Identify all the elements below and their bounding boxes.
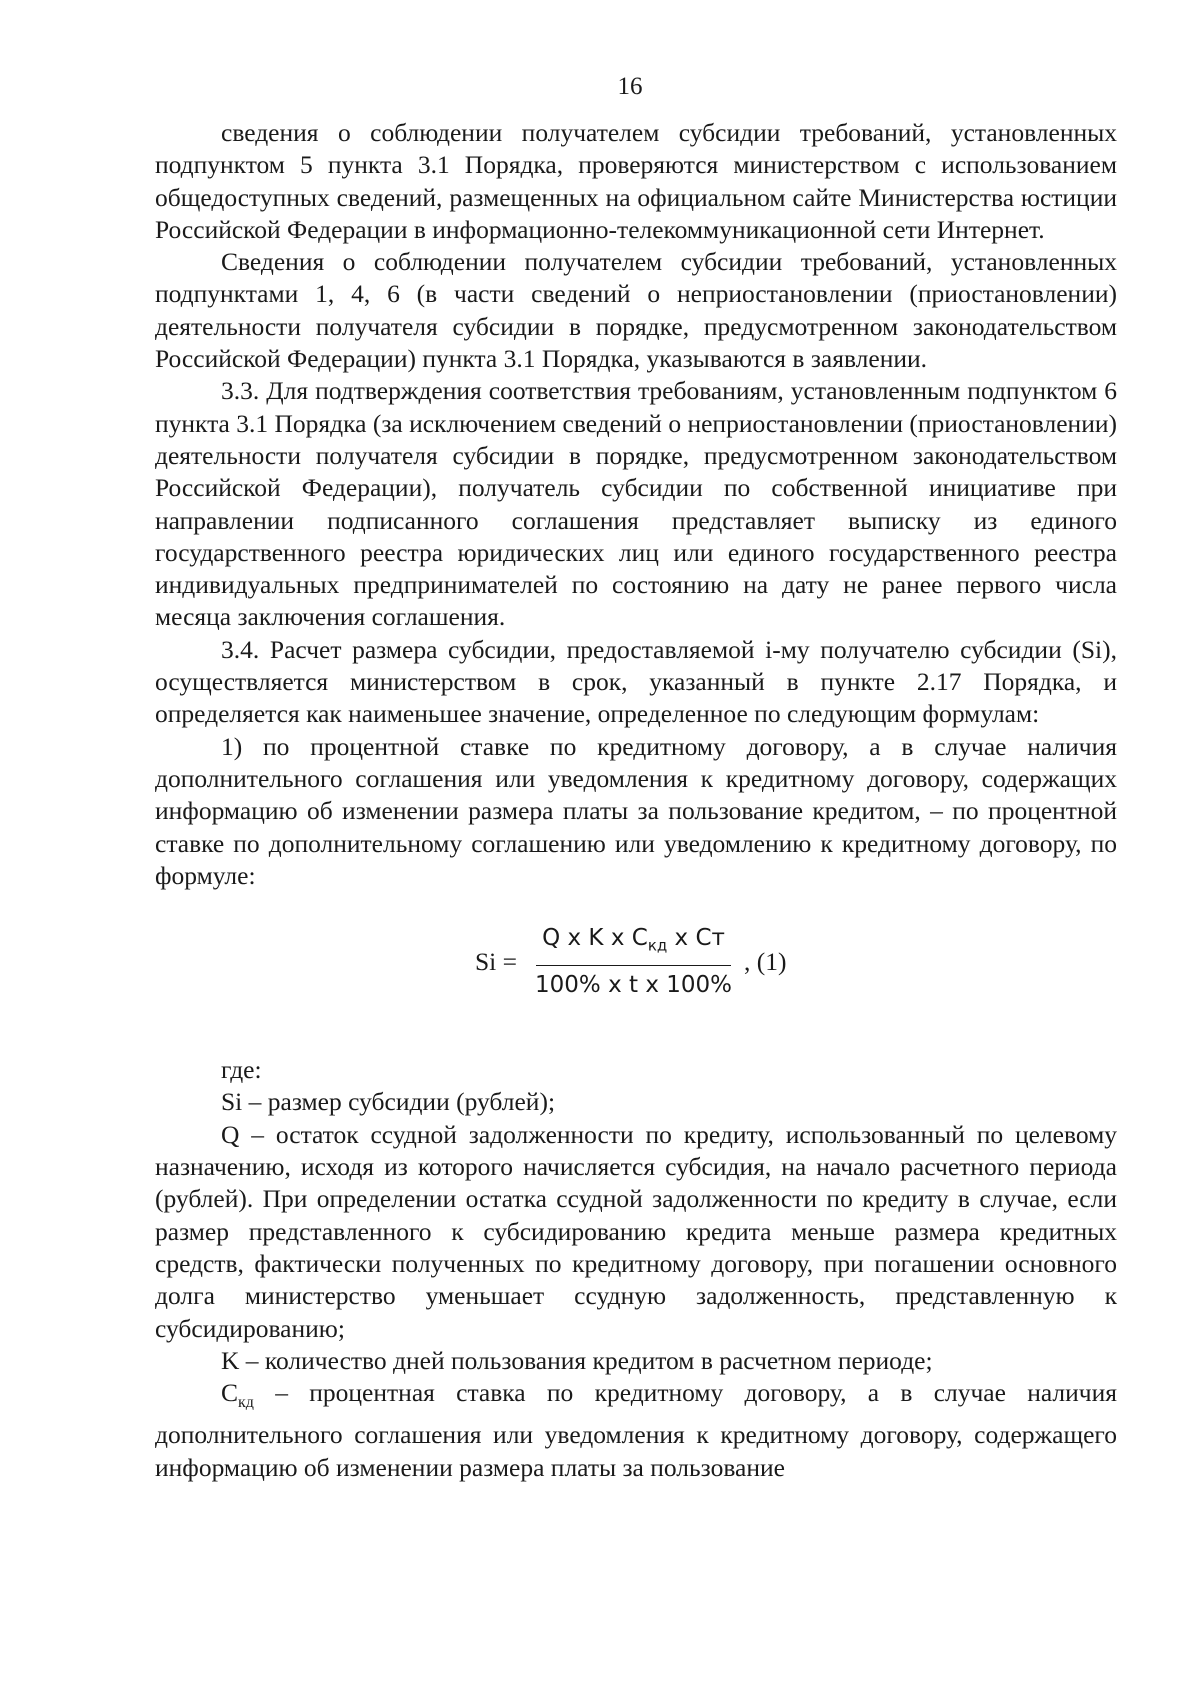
paragraph-ckd-definition: $C_{кд}$ – процентная ставка по кредитному договору, а в случае наличия дополнительного соглашения или уведомления к кредитному договору, содержащего информацию об изменении размера платы за пользование <box>155 1378 1117 1482</box>
paragraph-q-definition: Q – остаток ссудной задолженности по кредиту, использованный по целевому назначению, исходя из которого начисляется субсидия, на начало расчетного периода (рублей). При определении остатка ссудной задолженности по кредиту в случае, если размер представленного к субсидированию кредита меньше размера кредитных средств, фактически полученных по кредитному договору, при погашении основного долга министерство уменьшает ссудную задолженность, представленную к субсидированию; <box>155 1119 1117 1343</box>
paragraph-formula-1-intro: 1) по процентной ставке по кредитному договору, а в случае наличия дополнительного соглашения или уведомления к кредитному договору, содержащих информацию об изменении размера платы за пользование кредитом, – по процентной ставке по дополнительному соглашению или уведомлению к кредитному договору, по формуле: <box>155 731 1117 890</box>
page-number: 16 <box>617 73 643 100</box>
formula-denominator: 100% x t x 100% <box>535 972 733 999</box>
paragraph-rf-info: сведения о соблюдении получателем субсидии требований, установленных подпунктом 5 пункта 3.1 Порядка, проверяются министерством с использованием общедоступных сведений, размещенных на официальном сайте Министерства юстиции Российской Федерации в информационно-телекоммуникационной сети Интернет. <box>155 118 1117 244</box>
formula-1 <box>475 922 787 1001</box>
paragraph-k-definition: K – количество дней пользования кредитом в расчетном периоде; <box>221 1345 933 1375</box>
formula-block <box>155 912 1117 1022</box>
paragraph-requirements-statement: Сведения о соблюдении получателем субсидии требований, установленных подпунктами 1, 4, 6 (в части сведений о неприостановлении (приостановлении) деятельности получателя субсидии в порядке, предусмотренном законодательством Российской Федерации) пункта 3.1 Порядка, указываются в заявлении. <box>155 247 1117 374</box>
formula-numerator: Q x K x $C_{кд}$ x Cт <box>536 922 731 966</box>
formula-fraction <box>529 922 738 1001</box>
paragraph-3-3: 3.3. Для подтверждения соответствия требованиям, установленным подпунктом 6 пункта 3.1 Порядка (за исключением сведений о неприостановлении (приостановлении) деятельности получателя субсидии в порядке, предусмотренном законодательством Российской Федерации), получатель субсидии по собственной инициативе при направлении подписанного соглашения представляет выписку из единого государственного реестра юридических лиц или единого государственного реестра индивидуальных предпринимателей по состоянию на дату не ранее первого числа месяца заключения соглашения. <box>155 376 1117 632</box>
paragraph-si-definition: Si – размер субсидии (рублей); <box>221 1087 556 1117</box>
document-body <box>155 117 1117 1484</box>
formula-number: , (1) <box>744 946 787 976</box>
paragraph-3-4: 3.4. Расчет размера субсидии, предоставляемой i-му получателю субсидии (Si), осуществляется министерством в срок, указанный в пункте 2.17 Порядка, и определяется как наименьшее значение, определенное по следующим формулам: <box>155 634 1117 729</box>
formula-lhs: Si = <box>475 946 518 976</box>
paragraph-where: где: <box>221 1055 262 1085</box>
